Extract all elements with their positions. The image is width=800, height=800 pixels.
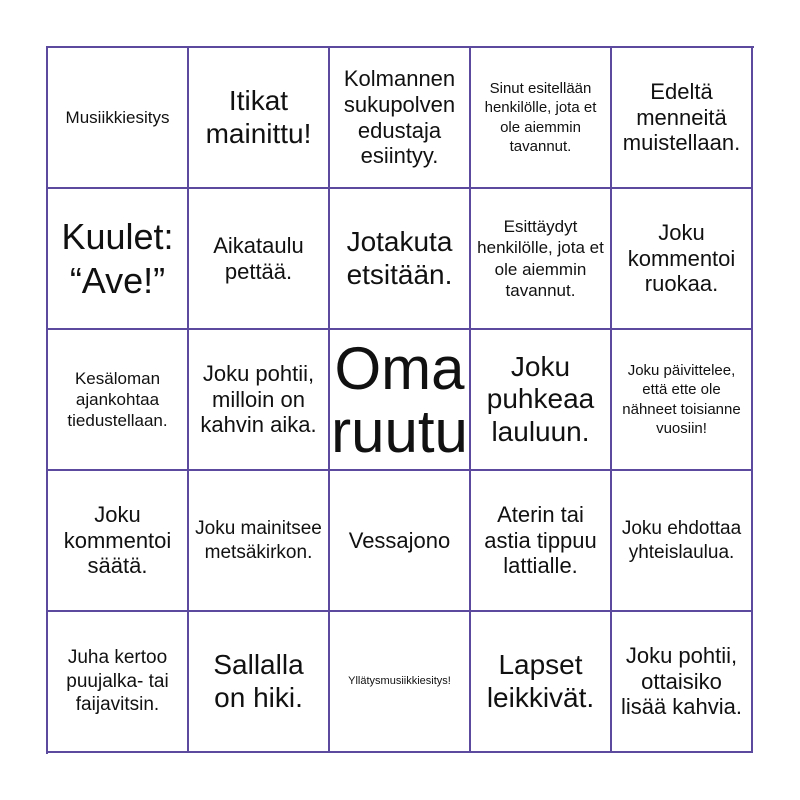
bingo-cell[interactable]: Yllätysmusiikkiesitys! [330,612,471,753]
bingo-cell[interactable]: Juha kertoo puujalka- tai faijavitsin. [48,612,189,753]
bingo-cell[interactable]: Esittäydyt henkilölle, jota et ole aiemmin tavannut. [471,189,612,330]
bingo-cell[interactable]: Vessajono [330,471,471,612]
bingo-cell[interactable]: Edeltä menneitä muistellaan. [612,48,753,189]
bingo-cell[interactable]: Itikat mainittu! [189,48,330,189]
bingo-cell[interactable]: Sallalla on hiki. [189,612,330,753]
bingo-cell[interactable]: Kolmannen sukupolven edustaja esiintyy. [330,48,471,189]
bingo-cell[interactable]: Kuulet: “Ave!” [48,189,189,330]
bingo-cell[interactable]: Joku ehdottaa yhteislaulua. [612,471,753,612]
bingo-cell[interactable]: Sinut esitellään henkilölle, jota et ole aiemmin tavannut. [471,48,612,189]
bingo-cell[interactable]: Aikataulu pettää. [189,189,330,330]
bingo-cell[interactable]: Joku pohtii, milloin on kahvin aika. [189,330,330,471]
bingo-free-cell[interactable]: Oma ruutu [330,330,471,471]
bingo-cell[interactable]: Lapset leikkivät. [471,612,612,753]
bingo-cell[interactable]: Joku kommentoi ruokaa. [612,189,753,330]
bingo-cell[interactable]: Aterin tai astia tippuu lattialle. [471,471,612,612]
bingo-cell[interactable]: Joku päivittelee, että ette ole nähneet toisianne vuosiin! [612,330,753,471]
bingo-cell[interactable]: Joku mainitsee metsäkirkon. [189,471,330,612]
bingo-cell[interactable]: Joku puhkeaa lauluun. [471,330,612,471]
bingo-board [46,46,754,754]
bingo-cell[interactable]: Kesäloman ajankohtaa tiedustellaan. [48,330,189,471]
bingo-cell[interactable]: Joku kommentoi säätä. [48,471,189,612]
bingo-cell[interactable]: Joku pohtii, ottaisiko lisää kahvia. [612,612,753,753]
bingo-cell[interactable]: Jotakuta etsitään. [330,189,471,330]
bingo-cell[interactable]: Musiikkiesitys [48,48,189,189]
